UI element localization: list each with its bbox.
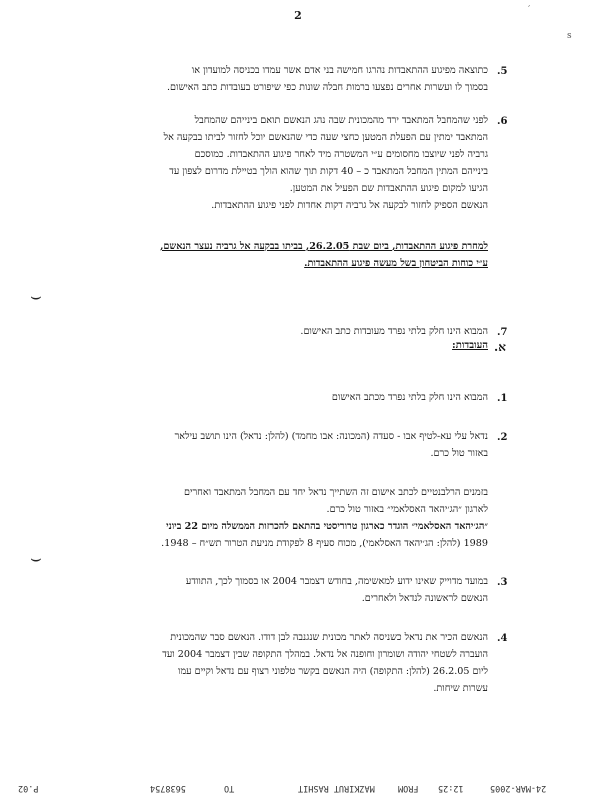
text-line: המבוא הינו חלק בלתי נפרד מעובדות כתב האישום. xyxy=(300,326,488,337)
item-number: .5 xyxy=(497,66,508,77)
text-line: בסמוך לו ועשרות אחרים נפצעו ברמות חבלה שונות כפי שיפורט בעובדות כתב האישום. xyxy=(167,82,488,93)
text-line: גרביה לפני שיוצבו מחסומים ע״י המשטרה מיד לאחר פיגוע ההתאבדות. כמוסכם xyxy=(194,149,488,160)
corner-mark-top: ׳ xyxy=(528,3,531,13)
item-number: .1 xyxy=(497,393,508,404)
text-line: למחרת פיגוע ההתאבדות, ביום שבת 26.2.05, בביתו בבקעה אל גרביה נעצר הנאשם, xyxy=(160,241,488,252)
text-line: לפני שהמחבל המתאבד ירד מהמכונית שבה נהג הנאשם תואם בינייהם שהמחבל xyxy=(194,115,488,126)
paragraph-arrest xyxy=(68,238,488,272)
text-line: ליום 26.2.05 (להלן: התקופה) היה הנאשם בקשר טלפוני רצוף עם נדאל וקיים עמו xyxy=(178,666,488,677)
text-line: 1989 (להלן: הג׳יהאד האסלאמי), מכוח סעיף 8 לפקודת מניעת הטרור תש״ח – 1948. xyxy=(161,538,488,549)
fax-date: 24-MAR-2005 xyxy=(490,783,547,793)
text-line: המבוא הינו חלק בלתי נפרד מכתב האישום xyxy=(331,392,488,403)
paragraph-fact-2-cont xyxy=(68,484,488,552)
item-number: .3 xyxy=(497,577,508,588)
paragraph-fact-1 xyxy=(68,389,488,406)
text-line: המתאבד ימתין עם הפעלת המטען כחצי שעה כדי שהנאשם יוכל לחזור לביתו בבקעה אל xyxy=(163,132,488,143)
fax-from: FROM xyxy=(398,783,419,793)
margin-hole-mark: ⌣ xyxy=(30,286,42,307)
item-number: .6 xyxy=(497,116,508,127)
text-line: במועד מדוייק שאינו ידוע למאשימה, בחודש דצמבר 2004 או בסמוך לכך, התוודע xyxy=(185,576,488,587)
fax-number: 5638754 xyxy=(150,783,186,793)
paragraph-fact-4 xyxy=(68,629,488,697)
text-line: הנאשם הספיק לחזור לבקעה אל גרביה דקות אחדות לפני פיגוע ההתאבדות. xyxy=(211,200,488,211)
text-line: עשרות שיחות. xyxy=(433,683,488,694)
paragraph-item-7 xyxy=(68,323,488,340)
text-line: הועברה לשטחי יהודה ושומרון וחופנה אל נדאל. במהלך התקופה שבין דצמבר 2004 ועד xyxy=(162,649,488,660)
paragraph-item-6 xyxy=(68,112,488,214)
paragraph-fact-3 xyxy=(68,573,488,607)
paragraph-item-5 xyxy=(68,62,488,96)
text-line: הנאשם הכיר את נדאל כשניסה לאתר מכונית שנגנבה לבן דודו. הנאשם סבר שהמכונית xyxy=(170,632,488,643)
item-number: .7 xyxy=(497,327,508,338)
text-line: כתוצאה מפיגוע ההתאבדות נהרגו חמישה בני אדם אשר עמדו בכניסה למועדון או xyxy=(191,65,488,76)
paragraph-fact-2 xyxy=(68,428,488,462)
text-line: בזמנים הרלבנטיים לכתב אישום זה השתייך נדאל יחד עם המחבל המתאבד ואחרים xyxy=(183,487,488,498)
fax-time: 12:25 xyxy=(438,783,464,793)
text-line: הנאשם לראשונה לנדאל ולאחרים. xyxy=(361,593,488,604)
fax-footer xyxy=(0,783,596,797)
fax-sender: MAZKIRUT RASHIT xyxy=(298,783,375,793)
margin-hole-mark: ⌣ xyxy=(30,548,42,569)
text-line: באזור טול כרם. xyxy=(430,448,488,459)
text-line: נדאל עלי עא-לטיף אבו - סעדה (המכונה: אבו מחמד) (להלן: נדאל) הינו תושב עילאר xyxy=(174,431,488,442)
text-line: ע״י כוחות הביטחון בשל מעשה פיגוע ההתאבדות. xyxy=(304,258,488,269)
section-letter: .א xyxy=(494,340,506,354)
corner-mark-right: s xyxy=(567,31,572,41)
item-number: .4 xyxy=(497,633,508,644)
text-line: הגיעו למקום פיגוע ההתאבדות שם הפעיל את המטען. xyxy=(289,183,488,194)
page-number: 2 xyxy=(294,9,302,22)
item-number: .2 xyxy=(497,432,508,443)
section-title: העובדות: xyxy=(452,340,488,351)
text-line: ״הג׳יהאד האסלאמי״ הוגדר כארגון טרוריסטי בהתאם להכרזות הממשלה מיום 22 ביוני xyxy=(166,521,488,532)
fax-to: TO xyxy=(224,783,235,793)
text-line: לארגון ״הג׳יהאד האסלאמי״ באזור טול כרם. xyxy=(326,504,488,515)
text-line: בינייהם המתין המחבל המתאבד כ – 40 דקות תוך שהוא הולך בטיילת מדרום לצפון עד xyxy=(169,166,488,177)
fax-page: P.02 xyxy=(18,783,39,793)
